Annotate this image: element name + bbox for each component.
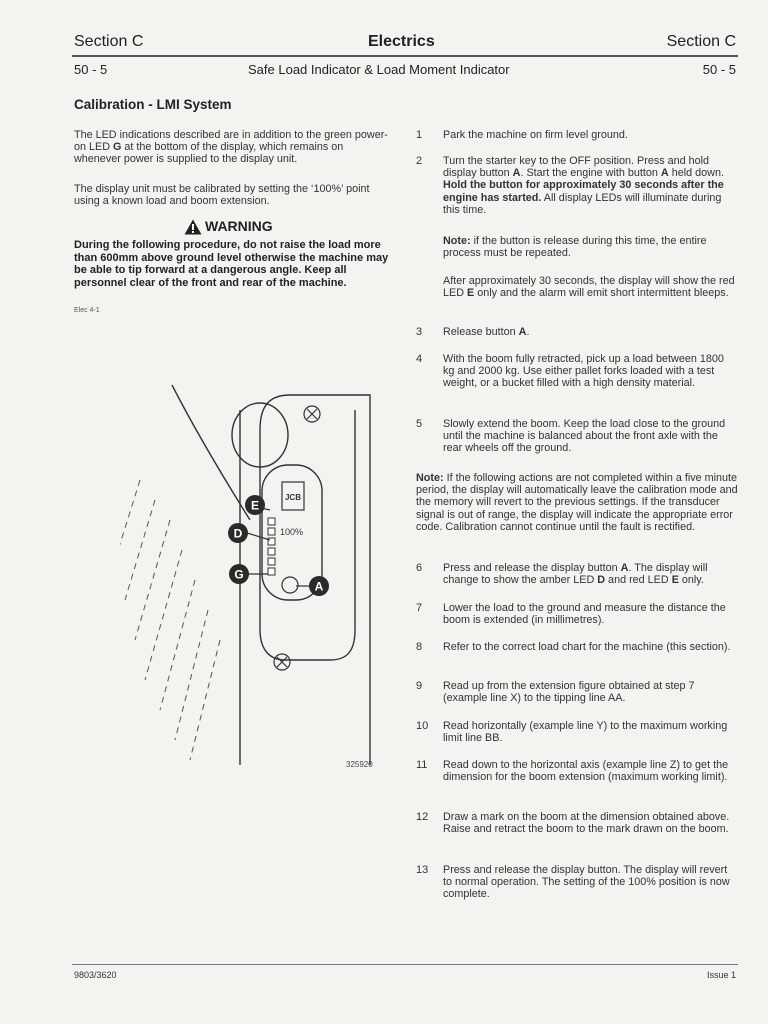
svg-text:E: E [250,498,260,513]
step-number: 12 [416,811,429,823]
step-text: Turn the starter key to the OFF position. Press and hold display button A. Start the engine with button A held down. Hold the button for approximately 30 seconds after the engine has started. All display LEDs will illuminate during this time. [443,155,724,216]
svg-text:JCB: JCB [284,493,302,502]
figure-label-100-percent: 100% [280,527,304,537]
section-label-right: Section C [666,33,736,50]
step-number: 8 [416,641,423,653]
figure-number: 325920 [346,760,373,769]
note-button-release: Note: if the button is release during this time, the entire process must be repeated. [443,235,707,260]
step-number: 1 [416,129,423,141]
label-a-marker [309,576,329,596]
step-text: Park the machine on firm level ground. [443,129,628,141]
step-number: 13 [416,864,429,876]
step-text: Lower the load to the ground and measure the distance the boom is extended (in millimetres). [443,602,726,627]
step-number: 3 [416,326,423,338]
note-five-minute-period: Note: If the following actions are not completed within a five minute period, the display will automatically leave the calibration mode and the memory will revert to the previous settings. If the transducer signal is out of range, the display will indicate the appropriate error code. Calibration cannot continue until the fault is rectified. [416,472,738,533]
footer-rule [72,964,738,965]
step-number: 7 [416,602,423,614]
step-text: Press and release the display button. The display will revert to normal operation. The setting of the 100% position is now complete. [443,864,730,901]
warning-text: During the following procedure, do not raise the load more than 600mm above ground level otherwise the machine may be able to tip forward at a dangerous angle. Keep all personnel clear of the front and rear of the machine. [74,239,389,289]
page-number-right: 50 - 5 [702,62,736,77]
svg-text:A: A [314,579,324,594]
issue-number: Issue 1 [706,970,736,980]
label-d-marker [228,523,248,543]
page-number-left: 50 - 5 [74,62,108,77]
step-number: 11 [416,759,428,771]
step-text: With the boom fully retracted, pick up a load between 1800 kg and 2000 kg. Use either pallet forks loaded with a test weight, or a bucket filled with a high density material. [443,353,724,390]
display-button-icon [282,577,298,593]
svg-text:G: G [234,567,244,582]
document-number: 9803/3620 [74,970,117,980]
step-number: 9 [416,680,423,692]
step-text: Refer to the correct load chart for the machine (this section). [443,641,731,653]
step-text: Slowly extend the boom. Keep the load close to the ground until the machine is balanced about the front axle with the rear wheels off the ground. [443,418,726,455]
lmi-display-illustration [120,370,390,770]
section-heading: Calibration - LMI System [74,97,232,112]
step-text: Release button A. [443,326,530,338]
step-number: 6 [416,562,423,574]
step-text: Read horizontally (example line Y) to the maximum working limit line BB. [443,720,728,745]
step-text: Draw a mark on the boom at the dimension obtained above. Raise and retract the boom to the mark drawn on the boom. [443,811,730,836]
warning-reference: Elec 4-1 [74,307,100,314]
calibration-paragraph: The display unit must be calibrated by setting the ‘100%’ point using a known load and boom extension. [74,183,370,208]
warning-title: WARNING [205,218,273,234]
step-number: 4 [416,353,423,365]
step-number: 10 [416,720,429,732]
warning-icon [184,219,202,235]
page-title: Electrics [368,33,435,50]
label-g-marker [229,564,249,584]
step-text: Press and release the display button A. The display will change to show the amber LED D and red LED E only. [443,562,708,587]
section-label-left: Section C [74,33,144,50]
step-number: 5 [416,418,423,430]
label-e-marker [245,495,265,515]
step-text: Read down to the horizontal axis (example line Z) to get the dimension for the boom extension (maximum working limit). [443,759,729,784]
page-subtitle: Safe Load Indicator & Load Moment Indicator [248,62,510,77]
after-30-seconds-paragraph: After approximately 30 seconds, the display will show the red LED E only and the alarm will emit short intermittent bleeps. [443,275,735,300]
header-rule [72,55,738,57]
intro-paragraph: The LED indications described are in addition to the green power-on LED G at the bottom of the display, which remains on whenever power is supplied to the display unit. [74,129,388,166]
svg-text:D: D [233,526,243,541]
step-text: Read up from the extension figure obtained at step 7 (example line X) to the tipping line AA. [443,680,695,705]
step-number: 2 [416,155,423,167]
